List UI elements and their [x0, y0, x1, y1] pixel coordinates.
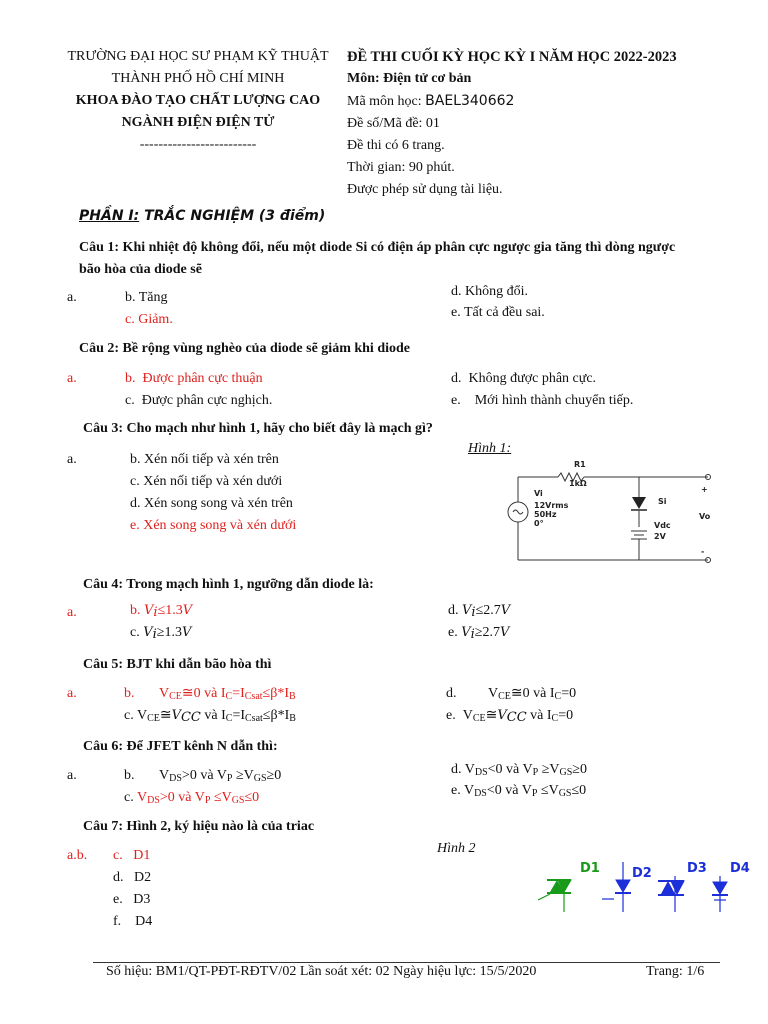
q6-option-b: b. $V_{DS}>0$ và $V_P \ge V_{GS}\ge 0$ [124, 768, 282, 784]
d3-label: D3 [687, 861, 707, 876]
footer-page-number: Trang: 1/6 [646, 964, 705, 979]
part-heading: PHẦN I: TRẮC NGHIỆM (3 điểm) [79, 208, 326, 224]
materials-note: Được phép sử dụng tài liệu. [347, 182, 503, 197]
output-minus: - [701, 547, 705, 556]
source-name: Vi [534, 489, 543, 498]
ac-source-icon [513, 510, 523, 514]
d2-label: D2 [632, 866, 652, 881]
r1-value: 1kΩ [569, 479, 587, 488]
q6-option-d: d. $V_{DS}<0$ và $V_P \ge V_{GS}\ge 0$ [451, 762, 587, 778]
q5-option-c: c. $V_{CE}≅VCC$ và $I_C=I_{Csat}\le\beta*I_B$ [124, 708, 296, 725]
q4-option-c: c. Vi≥1.3V [130, 625, 192, 642]
header-right [347, 46, 677, 201]
d4-diode-icon [712, 876, 728, 912]
d1-label: D1 [580, 861, 600, 876]
vdc-name: Vdc [654, 521, 671, 530]
q5-option-d: d. $V_{CE}≅0$ và $I_C=0$ [446, 686, 577, 702]
exam-title: ĐỀ THI CUỐI KỲ HỌC KỲ I NĂM HỌC 2022-2023 [347, 49, 677, 65]
q4-option-d: d. Vi≤2.7V [448, 603, 511, 620]
university-name: TRƯỜNG ĐẠI HỌC SƯ PHẠM KỸ THUẬT [67, 49, 329, 64]
q7-option-e: e. D3 [113, 892, 151, 907]
figure-1-label: Hình 1: [468, 441, 512, 456]
q4-option-b: b. Vi≤1.3V [130, 603, 193, 620]
faculty-name: KHOA ĐÀO TẠO CHẤT LƯỢNG CAO [75, 93, 321, 108]
header-left [40, 46, 356, 156]
q6-option-c: c. $V_{DS}>0$ và $V_P \le V_{GS}\le 0$ [124, 790, 260, 806]
q1-option-c: c. Giảm. [125, 312, 173, 327]
q4-option-e: e. Vi≥2.7V [448, 625, 510, 642]
exam-number: Đề số/Mã đề: 01 [347, 116, 440, 131]
diode-label: Si [658, 497, 667, 506]
q5-option-a: a. [67, 686, 77, 701]
q5-option-e: e. $V_{CE}≅VCC$ và $I_C=0$ [446, 708, 574, 725]
q4-option-a: a. [67, 605, 77, 620]
q6-option-a: a. [67, 768, 77, 783]
output-plus: + [701, 485, 708, 494]
q1-option-a: a. [67, 290, 77, 305]
department-name: NGÀNH ĐIỆN ĐIỆN TỬ [121, 115, 275, 130]
d3-diac-icon [658, 876, 684, 912]
question-7: Câu 7: Hình 2, ký hiệu nào là của triac [83, 819, 315, 834]
q1-option-d: d. Không đổi. [451, 284, 528, 299]
d2-diode-icon [602, 862, 631, 912]
q2-option-e: e. Mới hình thành chuyển tiếp. [451, 393, 634, 408]
course-code: Mã môn học: BAEL340662 [347, 93, 515, 109]
source-frequency: 50Hz [534, 510, 557, 519]
q3-option-a: a. [67, 452, 77, 467]
question-1: Câu 1: Khi nhiệt độ không đổi, nếu một diode Si có điện áp phân cực ngược gia tăng thì dòng ngược bão hòa của diode sẽ [79, 240, 676, 277]
question-6: Câu 6: Để JFET kênh N dẫn thì: [83, 739, 278, 754]
page-count: Đề thi có 6 trang. [347, 138, 445, 153]
question-3: Câu 3: Cho mạch như hình 1, hãy cho biết đây là mạch gì? [83, 421, 433, 436]
d4-label: D4 [730, 861, 750, 876]
q1-option-b: b. Tăng [125, 290, 168, 305]
q7-option-d: d. D2 [113, 870, 152, 885]
q3-option-c: c. Xén nối tiếp và xén dưới [130, 474, 283, 489]
q7-option-f: f. D4 [113, 914, 153, 929]
source-voltage: 12Vrms [534, 501, 569, 510]
question-2: Câu 2: Bề rộng vùng nghèo của diode sẽ giảm khi diode [79, 341, 410, 356]
figure-1-circuit [498, 455, 720, 575]
q2-option-c: c. Được phân cực nghịch. [125, 393, 273, 408]
q7-option-ab: a.b. [67, 848, 88, 863]
q2-option-b: b. Được phân cực thuận [125, 371, 263, 386]
q2-option-d: d. Không được phân cực. [451, 371, 597, 386]
q3-option-e: e. Xén song song và xén dưới [130, 518, 297, 533]
figure-2-label: Hình 2 [437, 841, 476, 856]
q7-option-c: c. D1 [113, 848, 151, 863]
q5-option-b: b. $V_{CE}≅0$ và $I_C=I_{Csat}\le\beta*I_B$ [124, 686, 296, 702]
source-phase: 0° [534, 519, 544, 528]
subject: Môn: Điện tử cơ bản [347, 71, 472, 86]
vdc-value: 2V [654, 532, 666, 541]
exam-time: Thời gian: 90 phút. [347, 160, 455, 175]
city-name: THÀNH PHỐ HỒ CHÍ MINH [111, 71, 285, 86]
output-label: Vo [699, 512, 711, 521]
question-4: Câu 4: Trong mạch hình 1, ngưỡng dẫn diode là: [83, 577, 374, 592]
figure-2-symbols [530, 852, 755, 922]
footer-document-info: Số hiệu: BM1/QT-PĐT-RĐTV/02 Lần soát xét: 02 Ngày hiệu lực: 15/5/2020 [106, 964, 537, 979]
d1-triac-icon [538, 879, 571, 912]
q6-option-e: e. $V_{DS}<0$ và $V_P \le V_{GS}\le 0$ [451, 783, 587, 799]
r1-name: R1 [574, 460, 586, 469]
diode-si-icon [632, 497, 646, 509]
q3-option-b: b. Xén nối tiếp và xén trên [130, 452, 279, 467]
q1-option-e: e. Tất cả đều sai. [451, 305, 545, 320]
q2-option-a: a. [67, 371, 77, 386]
q3-option-d: d. Xén song song và xén trên [130, 496, 293, 511]
header-divider: ------------------------- [139, 137, 257, 152]
question-5: Câu 5: BJT khi dẫn bão hòa thì [83, 657, 272, 672]
footer-divider [93, 962, 720, 963]
